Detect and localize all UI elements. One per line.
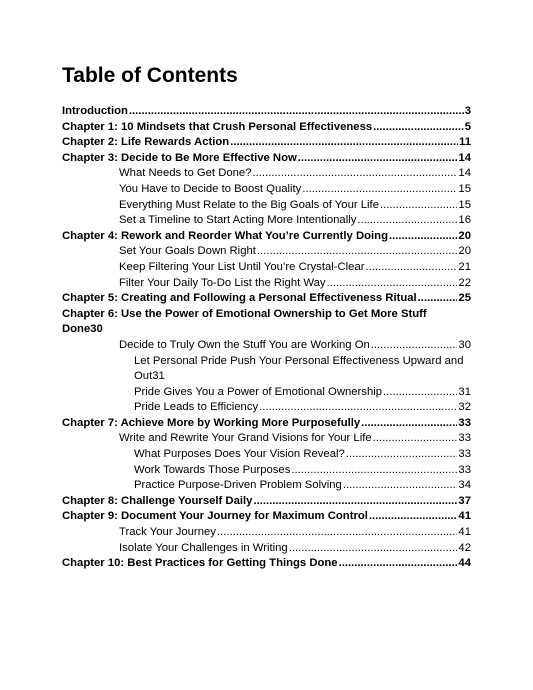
toc-page-number: 30: [90, 323, 103, 336]
dot-leader: [217, 525, 458, 541]
toc-entry[interactable]: [62, 556, 471, 572]
dot-leader: [383, 385, 457, 401]
dot-leader: [339, 556, 458, 572]
toc-entry-title: Work Towards Those Purposes: [134, 463, 291, 476]
dot-leader: [366, 260, 458, 276]
toc-page-number: 41: [458, 526, 471, 539]
toc-entry[interactable]: [62, 509, 471, 525]
toc-entry-title: Track Your Journey: [119, 526, 216, 539]
toc-entry-title: Practice Purpose-Driven Problem Solving: [134, 479, 342, 492]
toc-entry[interactable]: [62, 307, 471, 338]
dot-leader: [253, 494, 457, 510]
toc-page-number: 37: [458, 494, 471, 507]
toc-entry-title-continued: Done: [62, 323, 91, 336]
toc-page-number: 22: [458, 276, 471, 289]
dot-leader: [389, 229, 457, 245]
toc-entry[interactable]: [62, 354, 471, 385]
toc-page-number: 15: [458, 182, 471, 195]
toc-page-number: 31: [458, 385, 471, 398]
toc-page-number: 16: [458, 214, 471, 227]
dot-leader: [343, 478, 458, 494]
toc-entry[interactable]: [62, 120, 471, 136]
dot-leader: [369, 509, 458, 525]
dot-leader: [346, 447, 458, 463]
toc-page-number: 3: [464, 105, 471, 117]
dot-leader: [357, 213, 457, 229]
toc-entry-title: Chapter 1: 10 Mindsets that Crush Personal Effectiveness: [62, 120, 373, 133]
toc-page-number: 32: [458, 401, 471, 414]
toc-entry[interactable]: [62, 151, 471, 167]
toc-entry-title: Chapter 5: Creating and Following a Personal Effectiveness Ritual: [62, 292, 417, 305]
toc-entry-title: You Have to Decide to Boost Quality: [119, 182, 302, 195]
toc-entry[interactable]: [62, 213, 471, 229]
toc-entry[interactable]: [62, 447, 471, 463]
toc-entry[interactable]: [62, 135, 471, 151]
toc-page-number: 20: [458, 245, 471, 258]
toc-page-number: 41: [458, 510, 471, 523]
toc-entry-title: Set a Timeline to Start Acting More Intentionally: [119, 214, 357, 227]
toc-entry-title: Set Your Goals Down Right: [119, 245, 256, 258]
dot-leader: [373, 120, 464, 136]
toc-entry[interactable]: [62, 416, 471, 432]
dot-leader: [418, 291, 458, 307]
dot-leader: [380, 198, 457, 214]
toc-page-number: 34: [458, 479, 471, 492]
toc-entry-title: Chapter 4: Rework and Reorder What You’re Currently Doing: [62, 229, 388, 242]
dot-leader: [302, 182, 457, 198]
dot-leader: [291, 463, 457, 479]
toc-entry-title: Decide to Truly Own the Stuff You are Working On: [119, 338, 370, 351]
dot-leader: [259, 400, 457, 416]
toc-entry[interactable]: [62, 276, 471, 292]
toc-entry-title: Chapter 2: Life Rewards Action: [62, 136, 230, 149]
toc-entry[interactable]: [62, 431, 471, 447]
toc-entry-title: Let Personal Pride Push Your Personal Effectiveness Upward and: [134, 354, 464, 367]
toc-entry-title-continued: Out: [134, 370, 153, 383]
toc-page-number: 33: [458, 432, 471, 445]
toc-entry[interactable]: [62, 385, 471, 401]
toc-entry-title: Introduction: [62, 105, 128, 117]
toc-page-number: 14: [458, 167, 471, 180]
toc-entry[interactable]: [62, 494, 471, 510]
toc-page-number: 20: [458, 229, 471, 242]
toc-entry-title: Chapter 9: Document Your Journey for Maximum Control: [62, 510, 368, 523]
dot-leader: [373, 431, 458, 447]
dot-leader: [371, 338, 458, 354]
toc-entry-title: Chapter 3: Decide to Be More Effective Now: [62, 151, 297, 164]
toc-entry[interactable]: [62, 525, 471, 541]
toc-page-number: 44: [458, 557, 471, 570]
toc-entry[interactable]: [62, 260, 471, 276]
toc-page-number: 42: [458, 541, 471, 554]
toc-entry[interactable]: [62, 104, 471, 120]
toc-page-number: 14: [458, 151, 471, 164]
toc-page-number: 30: [458, 338, 471, 351]
toc-entry-title: What Needs to Get Done?: [119, 167, 252, 180]
toc-entry-title: Keep Filtering Your List Until You’re Crystal-Clear: [119, 260, 365, 273]
toc-entry-title: Pride Leads to Efficiency: [134, 401, 259, 414]
toc-page-number: 21: [458, 260, 471, 273]
toc-entry[interactable]: [62, 541, 471, 557]
toc-entry-title: Isolate Your Challenges in Writing: [119, 541, 288, 554]
toc-entry[interactable]: [62, 338, 471, 354]
toc-entry-title: Everything Must Relate to the Big Goals of Your Life: [119, 198, 379, 211]
toc-entry[interactable]: [62, 463, 471, 479]
toc-page-number: 33: [458, 463, 471, 476]
toc-entry[interactable]: [62, 198, 471, 214]
toc-page-number: 5: [464, 120, 471, 133]
page-title: Table of Contents: [62, 64, 238, 87]
toc-entry-title: Chapter 10: Best Practices for Getting Things Done: [62, 557, 338, 570]
dot-leader: [129, 104, 464, 120]
toc-entry-title: Chapter 7: Achieve More by Working More Purposefully: [62, 416, 361, 429]
toc-entry-title: Pride Gives You a Power of Emotional Ownership: [134, 385, 383, 398]
toc-entry[interactable]: [62, 478, 471, 494]
table-of-contents: [62, 104, 471, 572]
toc-entry[interactable]: [62, 244, 471, 260]
toc-entry[interactable]: [62, 400, 471, 416]
toc-entry-title: Chapter 6: Use the Power of Emotional Ownership to Get More Stuff: [62, 307, 427, 320]
toc-entry[interactable]: [62, 166, 471, 182]
toc-page-number: 11: [459, 136, 471, 149]
toc-entry[interactable]: [62, 182, 471, 198]
toc-page-number: 33: [458, 448, 471, 461]
toc-entry[interactable]: [62, 291, 471, 307]
dot-leader: [327, 276, 458, 292]
dot-leader: [289, 541, 458, 557]
toc-entry-title: Chapter 8: Challenge Yourself Daily: [62, 494, 253, 507]
toc-page-number: 15: [458, 198, 471, 211]
toc-page-number: 33: [458, 416, 471, 429]
dot-leader: [361, 416, 457, 432]
toc-entry-title: What Purposes Does Your Vision Reveal?: [134, 448, 345, 461]
toc-entry[interactable]: [62, 229, 471, 245]
dot-leader: [230, 135, 458, 151]
dot-leader: [298, 151, 458, 167]
toc-page-number: 31: [152, 370, 165, 383]
toc-page-number: 25: [458, 292, 471, 305]
dot-leader: [253, 166, 458, 182]
dot-leader: [257, 244, 458, 260]
toc-entry-title: Write and Rewrite Your Grand Visions for Your Life: [119, 432, 372, 445]
toc-entry-title: Filter Your Daily To-Do List the Right Way: [119, 276, 326, 289]
